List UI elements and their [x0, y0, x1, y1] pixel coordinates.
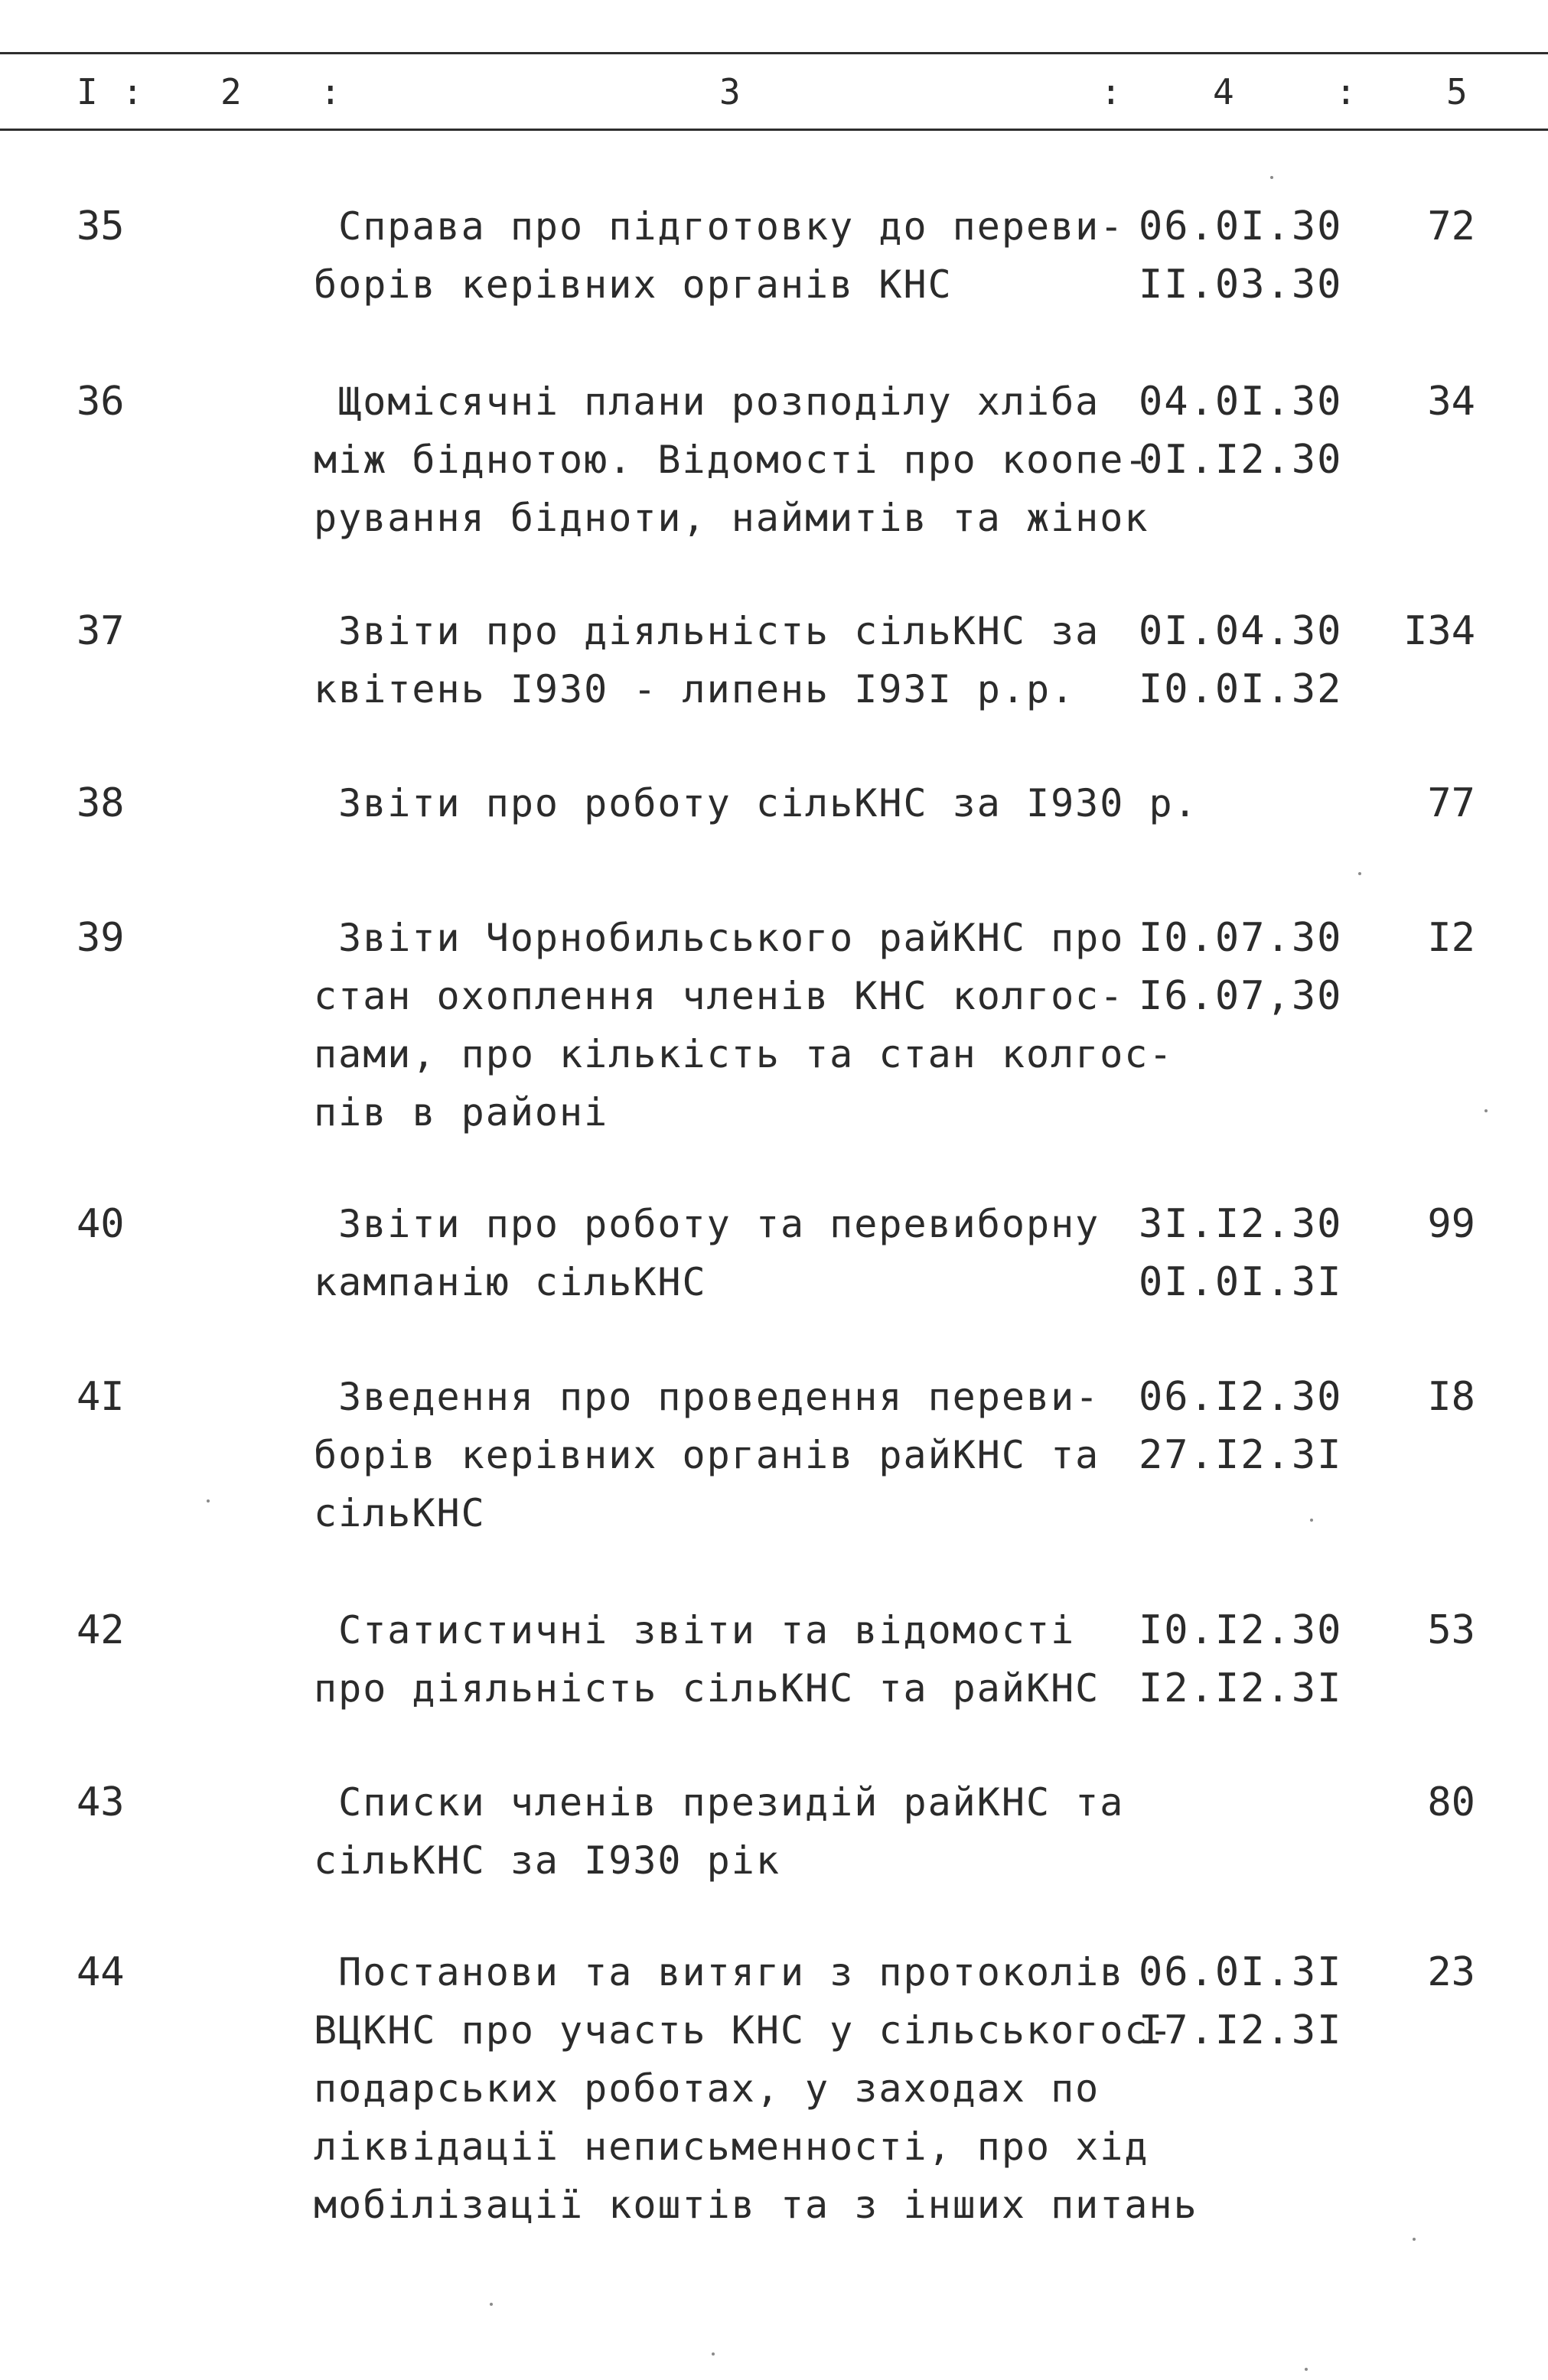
row-page-count: I8: [1427, 1374, 1475, 1420]
scan-speck: [1310, 1519, 1313, 1522]
row-number: 35: [77, 203, 125, 249]
row-page-count: 23: [1427, 1949, 1475, 1995]
row-description: Справа про підготовку до переви- борів керівних органів КНС: [314, 204, 1125, 307]
row-page-count: 53: [1427, 1607, 1475, 1653]
row-description: Звіти Чорнобильського райКНС про стан охоплення членів КНС колгос- пами, про кількість та стан колгос- пів в районі: [314, 916, 1174, 1135]
row-page-count: 34: [1427, 379, 1475, 425]
row-description: Списки членів президій райКНС та сільКНС за I930 рік: [314, 1780, 1125, 1883]
header-col-2: 2: [220, 71, 243, 112]
scan-speck: [207, 1499, 210, 1503]
row-number: 38: [77, 780, 125, 826]
row-page-count: 77: [1427, 780, 1475, 826]
row-number: 42: [77, 1607, 125, 1653]
header-separator-1: :: [320, 71, 343, 112]
row-number: 37: [77, 608, 125, 654]
row-description: Зведення про проведення переви- борів керівних органів райКНС та сільКНС: [314, 1375, 1100, 1535]
row-dates: 04.0I.30 0I.I2.30: [1139, 379, 1343, 483]
row-description: Звіти про роботу сільКНС за I930 р.: [314, 781, 1198, 825]
row-description: Постанови та витяги з протоколів ВЦКНС про участь КНС у сільськогос- подарських роботах, у заходах по ліквідації неписьменності, про хід мобілізації коштів та з інших питань: [314, 1950, 1198, 2227]
header-col-5: 5: [1446, 71, 1469, 112]
row-number: 39: [77, 915, 125, 961]
row-dates: 06.0I.3I I7.I2.3I: [1139, 1949, 1343, 2053]
header-separator-3: :: [1335, 71, 1358, 112]
header-col-4: 4: [1213, 71, 1236, 112]
row-dates: I0.I2.30 I2.I2.3I: [1139, 1607, 1343, 1711]
header-separator-2: :: [1100, 71, 1123, 112]
header-col-3: 3: [719, 71, 742, 112]
row-page-count: I34: [1403, 608, 1475, 654]
row-number: 36: [77, 379, 125, 425]
row-number: 40: [77, 1201, 125, 1247]
scan-speck: [1358, 872, 1361, 875]
row-number: 4I: [77, 1374, 125, 1420]
row-page-count: 80: [1427, 1779, 1475, 1825]
scan-speck: [1413, 2238, 1416, 2241]
row-page-count: 99: [1427, 1201, 1475, 1247]
scan-speck: [1484, 1109, 1488, 1112]
row-description: Звіти про діяльність сільКНС за квітень I930 - липень I93I р.р.: [314, 609, 1100, 711]
header-bottom-rule: [0, 129, 1548, 131]
scan-speck: [712, 2352, 715, 2356]
row-page-count: I2: [1427, 915, 1475, 961]
row-dates: 06.0I.30 II.03.30: [1139, 203, 1343, 308]
scan-speck: [490, 2303, 493, 2306]
row-dates: I0.07.30 I6.07,30: [1139, 915, 1343, 1019]
row-dates: 06.I2.30 27.I2.3I: [1139, 1374, 1343, 1478]
row-dates: 0I.04.30 I0.0I.32: [1139, 608, 1343, 712]
scan-speck: [1305, 2368, 1308, 2371]
row-page-count: 72: [1427, 203, 1475, 249]
scan-speck: [1270, 176, 1273, 179]
row-number: 43: [77, 1779, 125, 1825]
header-col-1: I :: [77, 71, 145, 112]
row-description: Статистичні звіти та відомості про діяльність сільКНС та райКНС: [314, 1608, 1100, 1711]
row-description: Звіти про роботу та перевиборну кампанію сільКНС: [314, 1202, 1100, 1304]
header-top-rule: [0, 52, 1548, 54]
row-description: Щомісячні плани розподілу хліба між біднотою. Відомості про коопе- рування бідноти, наймитів та жінок: [314, 379, 1149, 540]
row-number: 44: [77, 1949, 125, 1995]
row-dates: 3I.I2.30 0I.0I.3I: [1139, 1201, 1343, 1305]
